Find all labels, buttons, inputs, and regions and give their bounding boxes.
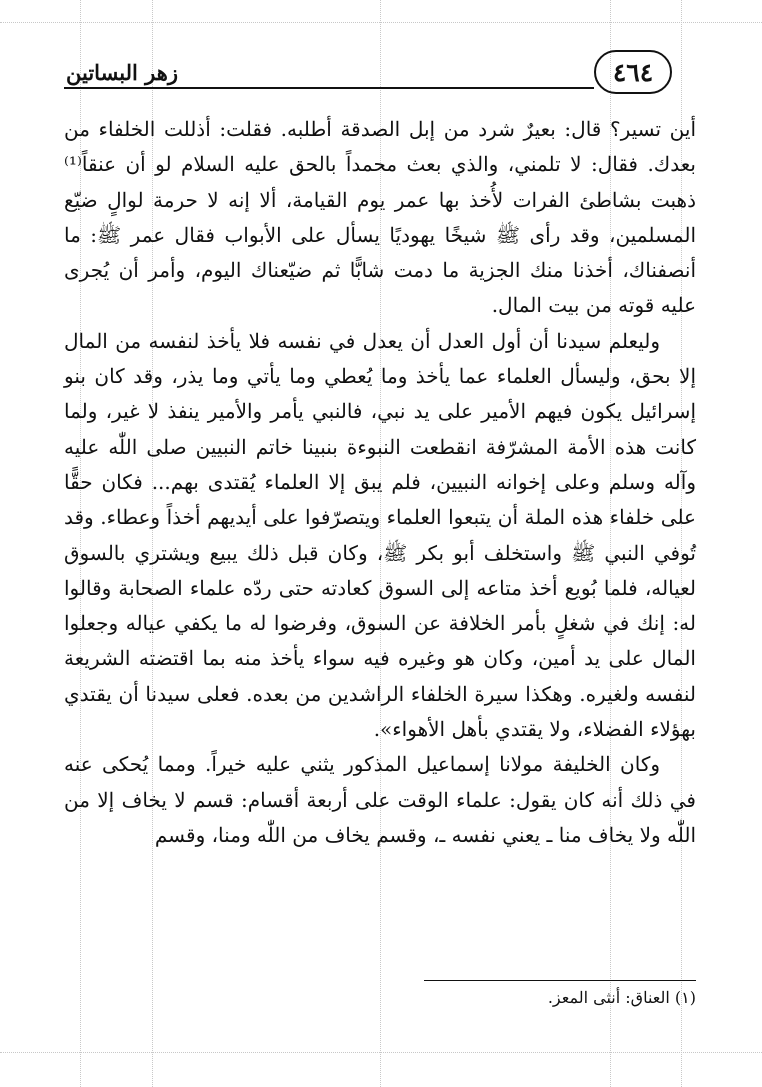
page-number: ٤٦٤ [594,50,672,94]
grid-line [0,1052,762,1053]
paragraph: وليعلم سيدنا أن أول العدل أن يعدل في نفسه فلا يأخذ لنفسه من المال إلا بحق، وليسأل العلماء عما يأخذ وما يُعطي وما يأتي وما يذر، وقد كان بنو إسرائيل يكون فيهم الأمير على يد نبي، فالنبي يأمر والأمير ينفذ لا غير، ولما كانت هذه الأمة المشرّفة انقطعت النبوءة بنبينا خاتم النبيين صلى اللّٰه عليه وآله وسلم وعلى إخوانه النبيين، فلم يبق إلا العلماء يُقتدى بهم... فكان حقًّا على خلفاء هذه الملة أن يتبعوا العلماء ويتصرّفوا على أيديهم أخذاً وعطاء. وقد تُوفي النبي ﷺ واستخلف أبو بكر ﷺ، وكان قبل ذلك يبيع ويشتري بالسوق لعياله، فلما بُويع أخذ متاعه إلى السوق كعادته حتى ردّه علماء الصحابة وقالوا له: إنك في شغلٍ بأمر الخلافة عن السوق، وفرضوا له ما يكفي عياله وجعلوا المال على يد أمين، وكان هو وغيره فيه سواء يأخذ منه بما اقتضته الشريعة لنفسه ولغيره. وهكذا سيرة الخلفاء الراشدين من بعده. فعلى سيدنا أن يقتدي بهؤلاء الفضلاء، ولا يقتدي بأهل الأهواء». [64,328,696,742]
footnote-rule [424,980,696,981]
running-title: زهر البساتين [66,60,178,85]
header-rule [64,87,594,89]
paragraph: أين تسير؟ قال: بعيرٌ شرد من إبل الصدقة أطلبه. فقلت: أذللت الخلفاء من بعدك. فقال: لا تلمني، والذي بعث محمداً بالحق عليه السلام لو أن عنقاً⁽¹⁾ ذهبت بشاطئ الفرات لأُخذ بها عمر يوم القيامة، ألا إنه لا حرمة لوالٍ ضيّع المسلمين، وقد رأى ﷺ شيخًا يهوديًا يسأل على الأبواب فقال عمر ﷺ: ما أنصفناك، أخذنا منك الجزية ما دمت شابًّا ثم ضيّعناك اليوم، وأمر أن يُجرى عليه قوته من بيت المال. [64,117,696,318]
grid-line [0,22,762,23]
body-text [64,112,696,853]
paragraph: وكان الخليفة مولانا إسماعيل المذكور يثني عليه خيراً. ومما يُحكى عنه في ذلك أنه كان يقول: علماء الوقت على أربعة أقسام: قسم لا يخاف إلا من اللّٰه ولا يخاف منا ـ يعني نفسه ـ، وقسم يخاف من اللّٰه ومنا، وقسم [64,752,696,847]
footnote: (١) العناق: أنثى المعز. [547,988,696,1007]
